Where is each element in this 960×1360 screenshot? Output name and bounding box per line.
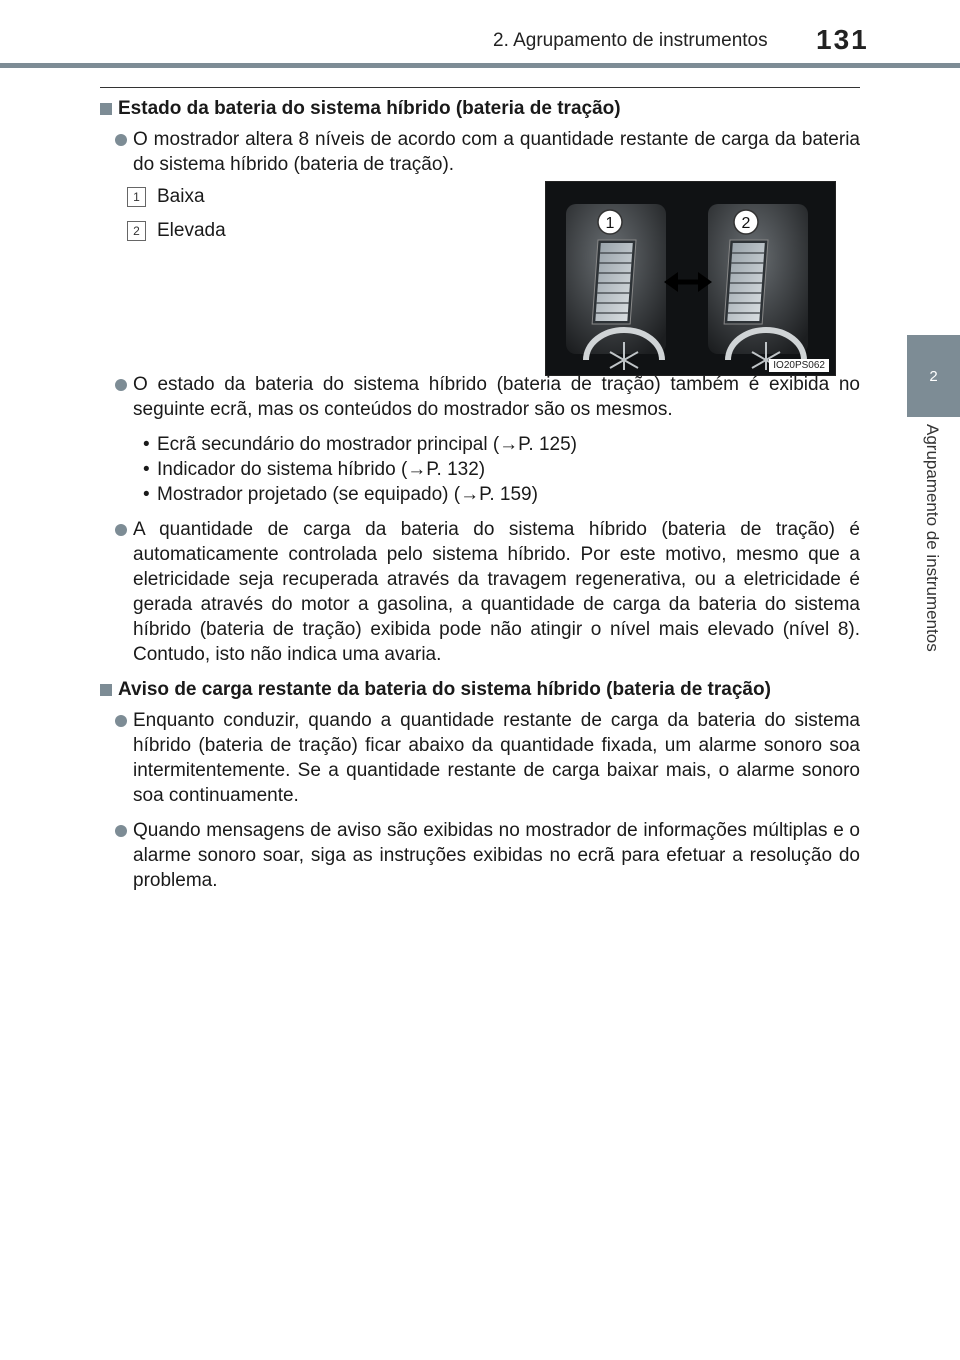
bullet-item	[100, 372, 860, 422]
bullet-item	[100, 127, 860, 177]
bullet-item	[100, 818, 860, 893]
bullet-text: A quantidade de carga da bateria do sistema híbrido (bateria de tração) é automaticamente controlada pelo sistema híbrido. Por este motivo, mesmo que a eletricidade seja recuperada através da travagem regenerativa, ou a eletricidade é gerada através do motor a gasolina, a quantidade de carga da bateria do sistema híbrido (bateria de tração) exibida pode não atingir o nível mais elevado (nível 8). Contudo, isto não indica uma avaria.	[133, 519, 860, 665]
list-item: • Mostrador projetado (se equipado) (→P. 159)	[143, 482, 860, 507]
bullet-item	[100, 708, 860, 808]
battery-gauge-illustration	[546, 182, 835, 375]
chapter-tab	[907, 335, 960, 417]
bullet-text: Enquanto conduzir, quando a quantidade restante de carga da bateria do sistema híbrido (bateria de tração) ficar abaixo da quantidade fixada, um alarme sonoro soa intermitentemente. Se a quantidade restante de carga baixar mais, o alarme sonoro soa continuamente.	[133, 710, 860, 806]
bullet-text: O estado da bateria do sistema híbrido (bateria de tração) também é exibida no seguinte ecrã, mas os conteúdos do mostrador são os mesmos.	[133, 374, 860, 420]
header-rule	[0, 63, 960, 68]
page-content	[100, 96, 860, 903]
list-item: • Ecrã secundário do mostrador principal (→P. 125)	[143, 432, 860, 457]
display-list	[100, 432, 860, 507]
section-heading-text: Aviso de carga restante da bateria do sistema híbrido (bateria de tração)	[118, 679, 771, 700]
svg-text:1: 1	[605, 215, 615, 232]
section-heading-text: Estado da bateria do sistema híbrido (bateria de tração)	[118, 98, 621, 119]
svg-text:2: 2	[741, 215, 751, 232]
bullet-text: O mostrador altera 8 níveis de acordo com a quantidade restante de carga da bateria do sistema híbrido (bateria de tração).	[133, 129, 860, 175]
square-bullet-icon	[100, 684, 112, 696]
figure-legend-block	[100, 187, 860, 372]
legend-label: Elevada	[157, 220, 226, 241]
bullet-item	[100, 517, 860, 667]
legend-item-high	[127, 218, 226, 243]
chapter-tab-number: 2	[929, 367, 938, 385]
legend-number: 2	[127, 221, 146, 241]
round-bullet-icon	[115, 524, 127, 536]
list-item: • Indicador do sistema híbrido (→P. 132)	[143, 457, 860, 482]
figure-code: IO20PS062	[769, 359, 829, 372]
legend-number: 1	[127, 187, 146, 207]
legend-item-low	[127, 184, 205, 209]
content-divider	[100, 87, 860, 88]
round-bullet-icon	[115, 134, 127, 146]
section-heading-battery-state	[100, 96, 860, 121]
round-bullet-icon	[115, 715, 127, 727]
chapter-side-label: Agrupamento de instrumentos	[923, 424, 942, 652]
section-heading-charge-warning	[100, 677, 860, 702]
header-chapter-title: 2. Agrupamento de instrumentos	[493, 30, 768, 51]
round-bullet-icon	[115, 379, 127, 391]
square-bullet-icon	[100, 103, 112, 115]
round-bullet-icon	[115, 825, 127, 837]
legend-label: Baixa	[157, 186, 205, 207]
page-number: 131	[816, 24, 869, 55]
bullet-text: Quando mensagens de aviso são exibidas no mostrador de informações múltiplas e o alarme sonoro soar, siga as instruções exibidas no ecrã para efetuar a resolução do problema.	[133, 820, 860, 891]
battery-gauge-figure	[545, 181, 836, 376]
